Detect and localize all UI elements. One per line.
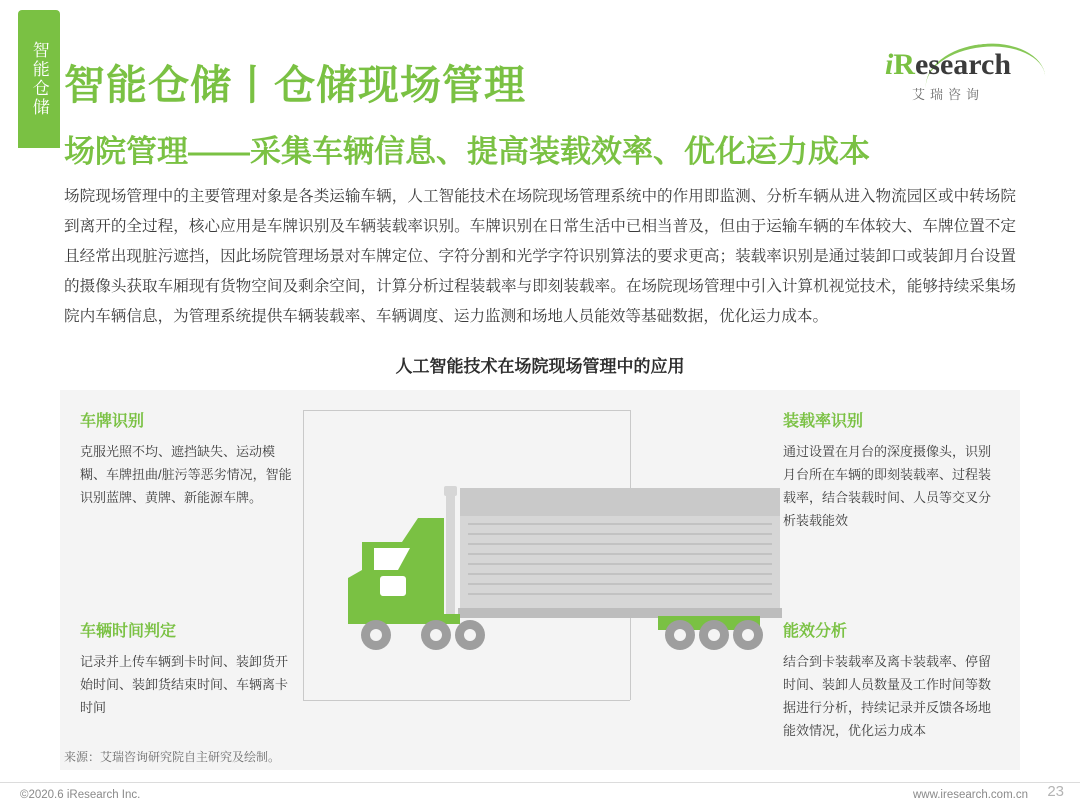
footer-website: www.iresearch.com.cn	[912, 789, 1028, 801]
connector-line-bottom	[303, 700, 630, 701]
cargo-truck-illustration	[340, 470, 810, 670]
section-tab	[18, 10, 60, 148]
logo-letter-r: R	[893, 48, 915, 81]
figure-block-title: 车辆时间判定	[80, 623, 177, 640]
source-note: 来源：艾瑞咨询研究院自主研究及绘制。	[64, 750, 281, 764]
page-number: 23	[1047, 783, 1064, 800]
logo-letter-i: i	[884, 48, 894, 81]
figure-block-vehicle-time-judgement	[80, 618, 295, 719]
figure-block-efficiency-analysis	[783, 618, 998, 743]
figure-block-text: 结合到卡装载率及离卡装载率、停留时间、装卸人员数量及工作时间等数据进行分析，持续记录并反馈各场地能效情况，优化运力成本	[783, 654, 992, 739]
logo-letters-esearch: esearch	[914, 48, 1012, 81]
figure-block-title: 装载率识别	[783, 413, 864, 430]
brand-logo	[858, 50, 1038, 103]
page-title: 智能仓储丨仓储现场管理	[64, 62, 526, 108]
figure-title: 人工智能技术在场院现场管理中的应用	[395, 357, 685, 376]
figure-block-text: 通过设置在月台的深度摄像头，识别月台所在车辆的即刻装载率、过程装载率，结合装载时间、人员等交叉分析装载能效	[783, 444, 992, 529]
logo-wordmark	[858, 50, 1038, 80]
footer-copyright: ©2020.6 iResearch Inc.	[20, 789, 141, 801]
connector-line-left	[303, 410, 304, 700]
figure-block-title: 车牌识别	[80, 413, 145, 430]
section-tab-label: 智能仓储	[29, 41, 49, 117]
body-paragraph: 场院现场管理中的主要管理对象是各类运输车辆，人工智能技术在场院现场管理系统中的作用即监测、分析车辆从进入物流园区或中转场院到离开的全过程，核心应用是车牌识别及车辆装载率识别。车牌识别在日常生活中已相当普及，但由于运输车辆的车体较大、车牌位置不定且经常出现脏污遮挡，因此场院管理场景对车牌定位、字符分割和光学字符识别算法的要求更高；装载率识别是通过装卸口或装卸月台设置的摄像头获取车厢现有货物空间及剩余空间，计算分析过程装载率与即刻装载率。在场院现场管理中引入计算机视觉技术，能够持续采集场院内车辆信息，为管理系统提供车辆装载率、车辆调度、运力监测和场地人员能效等基础数据，优化运力成本。	[64, 188, 1016, 325]
connector-line-top	[303, 410, 630, 411]
figure-block-plate-recognition	[80, 408, 295, 509]
figure-block-text: 记录并上传车辆到卡时间、装卸货开始时间、装卸货结束时间、车辆离卡时间	[80, 654, 289, 716]
page-subtitle: 场院管理——采集车辆信息、提高装载效率、优化运力成本	[64, 134, 870, 169]
figure-block-title: 能效分析	[783, 623, 848, 640]
footer-divider	[0, 782, 1080, 783]
figure-block-load-rate-recognition	[783, 408, 998, 533]
figure-block-text: 克服光照不均、遮挡缺失、运动模糊、车牌扭曲/脏污等恶劣情况，智能识别蓝牌、黄牌、新能源车牌。	[80, 444, 292, 506]
logo-chinese-name: 艾瑞咨询	[911, 87, 984, 102]
